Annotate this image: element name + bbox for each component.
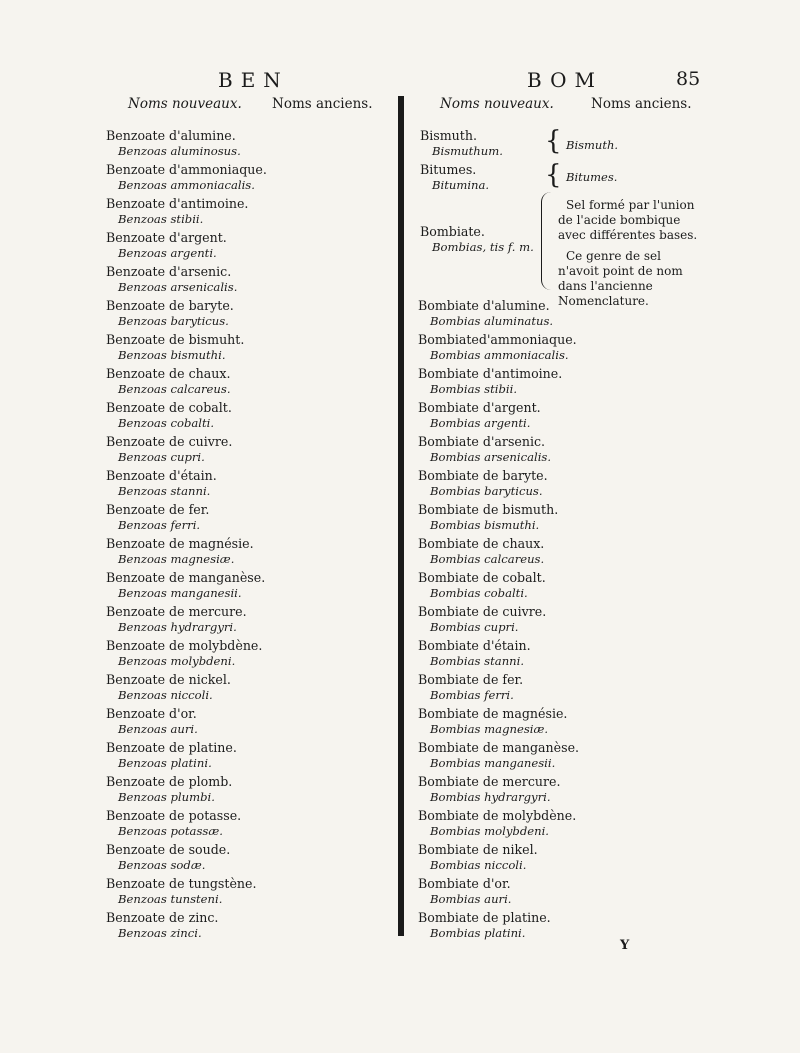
entry-french: Bismuth. — [420, 128, 477, 143]
entry-latin: Bombias stibii. — [430, 382, 518, 396]
entry-french: Bombiate d'arsenic. — [418, 434, 546, 449]
entry — [418, 740, 579, 771]
entry-french: Bombiate de platine. — [418, 910, 551, 925]
entry — [106, 740, 237, 771]
entry-latin: Benzoas ammoniacalis. — [118, 178, 255, 192]
entry — [106, 774, 232, 805]
entry-french: Benzoate de zinc. — [106, 910, 219, 925]
entry-latin: Bombias manganesii. — [430, 756, 556, 770]
entry-french: Benzoate de baryte. — [106, 298, 234, 313]
entry — [418, 468, 548, 499]
entry — [418, 604, 546, 635]
entry-latin: Bismuthum. — [432, 144, 503, 158]
entry-french: Bombiated'ammoniaque. — [418, 332, 577, 347]
entry-latin: Benzoas hydrargyri. — [118, 620, 237, 634]
entry-latin: Benzoas magnesiæ. — [118, 552, 235, 566]
entry-french: Benzoate de plomb. — [106, 774, 233, 789]
entry-bismuth — [420, 128, 503, 159]
entry-french: Benzoate d'ammoniaque. — [106, 162, 267, 177]
entry-latin: Benzoas aluminosus. — [118, 144, 241, 158]
entry — [106, 332, 244, 363]
old-name-bismuth: Bismuth. — [566, 138, 619, 152]
entry-french: Bombiate de cobalt. — [418, 570, 546, 585]
entry — [106, 706, 198, 737]
entry — [106, 468, 217, 499]
brace-mark: { — [545, 126, 562, 156]
entry-french: Benzoate de bismuht. — [106, 332, 245, 347]
entry-french: Bombiate de fer. — [418, 672, 524, 687]
page-number: 85 — [676, 68, 701, 90]
brace-mark: { — [545, 160, 562, 190]
description-paragraph-1: Sel formé par l'union de l'acide bombique avec différentes bases. — [558, 198, 698, 242]
entry-latin: Benzoas arsenicalis. — [118, 280, 238, 294]
entry — [418, 638, 531, 669]
entry — [106, 536, 254, 567]
entry-latin: Benzoas tunsteni. — [118, 892, 223, 906]
entry-french: Benzoate de fer. — [106, 502, 210, 517]
entry-latin: Benzoas ferri. — [118, 518, 201, 532]
entry-french: Bombiate de cuivre. — [418, 604, 547, 619]
entry-french: Benzoate de tungstène. — [106, 876, 257, 891]
entry-latin: Bombias arsenicalis. — [430, 450, 552, 464]
entry — [106, 230, 227, 261]
entry-french: Benzoate de platine. — [106, 740, 237, 755]
entry-latin: Bombias niccoli. — [430, 858, 527, 872]
entry — [418, 672, 523, 703]
entry-french: Bombiate d'argent. — [418, 400, 541, 415]
entry-latin: Benzoas niccoli. — [118, 688, 213, 702]
entry-latin: Bombias ammoniacalis. — [430, 348, 569, 362]
entry-latin: Bombias, tis f. m. — [432, 240, 534, 254]
entry-latin: Benzoas stibii. — [118, 212, 204, 226]
entry-latin: Benzoas platini. — [118, 756, 212, 770]
entry-latin: Bombias auri. — [430, 892, 512, 906]
entry-french: Bombiate de baryte. — [418, 468, 548, 483]
entry-latin: Bombias argenti. — [430, 416, 531, 430]
entry — [418, 774, 560, 805]
entry-latin: Benzoas zinci. — [118, 926, 202, 940]
entry-french: Benzoate de mercure. — [106, 604, 247, 619]
entry-latin: Benzoas cupri. — [118, 450, 205, 464]
entry — [106, 400, 232, 431]
running-header-right: BOM — [527, 68, 603, 92]
entry — [106, 196, 248, 227]
entry — [418, 332, 577, 363]
entry-latin: Benzoas stanni. — [118, 484, 211, 498]
entry-french: Benzoate de nickel. — [106, 672, 231, 687]
entry-latin: Bombias aluminatus. — [430, 314, 554, 328]
entry-latin: Benzoas calcareus. — [118, 382, 231, 396]
entry — [106, 638, 262, 669]
entry — [418, 706, 567, 737]
entry — [106, 672, 231, 703]
entry-french: Bombiate de magnésie. — [418, 706, 568, 721]
entry — [106, 128, 241, 159]
entry-french: Benzoate d'alumine. — [106, 128, 236, 143]
entry-latin: Bombias magnesiæ. — [430, 722, 549, 736]
entry-french: Bombiate de molybdène. — [418, 808, 577, 823]
old-name-bitumes: Bitumes. — [566, 170, 618, 184]
entry — [106, 876, 256, 907]
entry — [106, 298, 234, 329]
entry — [106, 434, 232, 465]
running-header-left: BEN — [218, 68, 289, 92]
entry-french: Benzoate de potasse. — [106, 808, 242, 823]
entry-french: Benzoate d'antimoine. — [106, 196, 249, 211]
entry-latin: Bombias baryticus. — [430, 484, 543, 498]
entry-french: Bombiate de chaux. — [418, 536, 545, 551]
entry-french: Benzoate d'étain. — [106, 468, 217, 483]
entry-latin: Bombias molybdeni. — [430, 824, 549, 838]
entry-french: Bombiate de mercure. — [418, 774, 561, 789]
col-head-new-right: Noms nouveaux. — [440, 96, 554, 112]
entry — [106, 604, 247, 635]
entry-french: Benzoate de cobalt. — [106, 400, 232, 415]
entry-latin: Bombias ferri. — [430, 688, 514, 702]
entry — [418, 536, 544, 567]
entry — [106, 264, 237, 295]
entry-latin: Bitumina. — [432, 178, 490, 192]
entry-french: Benzoate d'or. — [106, 706, 197, 721]
entry-french: Bombiate d'alumine. — [418, 298, 550, 313]
entry-latin: Benzoas bismuthi. — [118, 348, 226, 362]
large-brace-mark — [541, 192, 552, 290]
entry — [106, 842, 230, 873]
entry-latin: Benzoas plumbi. — [118, 790, 215, 804]
entry-french: Benzoate d'arsenic. — [106, 264, 232, 279]
entry-latin: Bombias bismuthi. — [430, 518, 540, 532]
entry-bitumes — [420, 162, 489, 193]
entry-latin: Bombias calcareus. — [430, 552, 545, 566]
entry — [106, 162, 267, 193]
entry-french: Benzoate d'argent. — [106, 230, 227, 245]
entry-latin: Bombias stanni. — [430, 654, 525, 668]
entry — [418, 298, 553, 329]
entry-french: Bombiate. — [420, 224, 485, 239]
signature-mark: Y — [620, 938, 630, 953]
entry-latin: Bombias cupri. — [430, 620, 519, 634]
entry-french: Bitumes. — [420, 162, 477, 177]
entry-latin: Bombias platini. — [430, 926, 526, 940]
entry — [418, 842, 538, 873]
entry-french: Bombiate d'or. — [418, 876, 511, 891]
col-head-new-left: Noms nouveaux. — [128, 96, 242, 112]
entry-french: Benzoate de soude. — [106, 842, 231, 857]
entry — [106, 910, 218, 941]
column-divider — [398, 96, 404, 936]
entry-french: Benzoate de cuivre. — [106, 434, 233, 449]
entry — [418, 434, 551, 465]
bombiate-description — [558, 198, 698, 315]
col-head-old-right: Noms anciens. — [591, 96, 692, 112]
entry-latin: Bombias hydrargyri. — [430, 790, 551, 804]
entry-french: Benzoate de chaux. — [106, 366, 231, 381]
entry — [106, 502, 209, 533]
entry-french: Bombiate de nikel. — [418, 842, 538, 857]
entry-latin: Benzoas molybdeni. — [118, 654, 236, 668]
entry — [106, 366, 231, 397]
entry — [418, 910, 551, 941]
entry — [418, 808, 576, 839]
entry-latin: Benzoas cobalti. — [118, 416, 215, 430]
entry-french: Bombiate d'antimoine. — [418, 366, 563, 381]
entry — [418, 876, 512, 907]
entry-latin: Benzoas auri. — [118, 722, 198, 736]
entry-french: Benzoate de molybdène. — [106, 638, 263, 653]
entry — [106, 808, 241, 839]
entry — [418, 570, 546, 601]
entry-latin: Benzoas manganesii. — [118, 586, 242, 600]
entry-french: Bombiate de bismuth. — [418, 502, 559, 517]
entry — [418, 366, 562, 397]
description-paragraph-2: Ce genre de sel n'avoit point de nom dans l'ancienne Nomenclature. — [558, 249, 683, 308]
entry-latin: Bombias cobalti. — [430, 586, 528, 600]
entry-french: Benzoate de manganèse. — [106, 570, 266, 585]
entry-latin: Benzoas argenti. — [118, 246, 217, 260]
entry-french: Bombiate d'étain. — [418, 638, 531, 653]
entry-french: Benzoate de magnésie. — [106, 536, 254, 551]
entry-bombiate — [420, 224, 534, 255]
col-head-old-left: Noms anciens. — [272, 96, 373, 112]
entry — [418, 502, 558, 533]
entry-latin: Benzoas potassæ. — [118, 824, 223, 838]
entry-latin: Benzoas baryticus. — [118, 314, 229, 328]
entry-french: Bombiate de manganèse. — [418, 740, 580, 755]
entry — [418, 400, 541, 431]
entry-latin: Benzoas sodæ. — [118, 858, 206, 872]
entry — [106, 570, 265, 601]
